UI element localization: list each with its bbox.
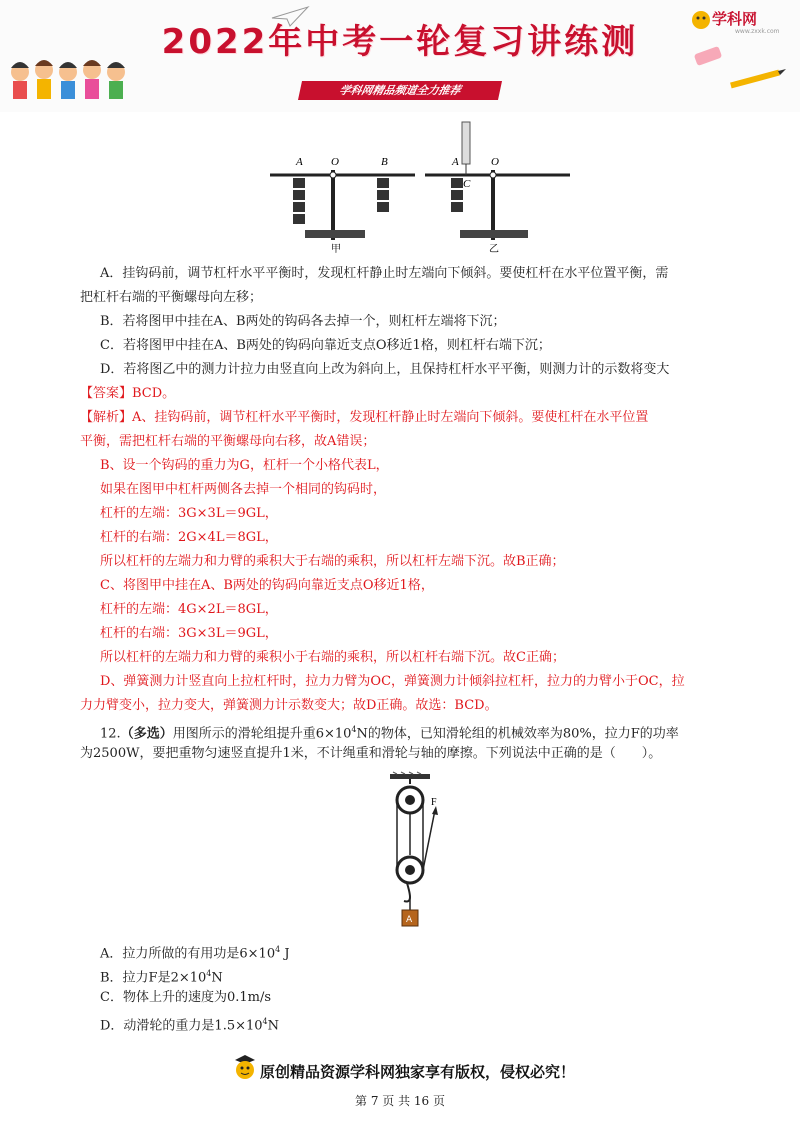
q12-option-b-text: B．拉力F是2×10 (100, 970, 207, 986)
q12-stem-line2: 为2500W，要把重物匀速竖直提升1米，不计绳重和滑轮与轴的摩擦。下列说法中正确的是（ ）。 (80, 746, 662, 761)
option-d: D．若将图乙中的测力计拉力由竖直向上改为斜向上，且保持杠杆水平平衡，则测力计的示数将变大 (100, 362, 670, 377)
q12-option-b-exp: 4 (206, 969, 212, 978)
analysis-line10: 杠杆的右端：3G×3L＝9GL， (100, 626, 278, 641)
label-yi: 乙 (489, 244, 499, 255)
q12-option-b (100, 964, 725, 988)
q12-option-a-text: A．拉力所做的有用功是6×10 (100, 946, 276, 962)
option-a-line2: 把杠杆右端的平衡螺母向左移； (80, 290, 263, 305)
q12-option-a (100, 940, 725, 964)
label-A: A (296, 156, 303, 168)
q12-number: 12. (100, 726, 121, 742)
q12-option-b-unit: N (211, 970, 223, 986)
analysis-line7: 所以杠杆的左端力和力臂的乘积大于右端的乘积，所以杠杆左端下沉。故B正确； (100, 554, 565, 569)
analysis-tag: 【解析】 (80, 410, 133, 425)
banner-title: 2022年中考一轮复习讲练测 (161, 22, 639, 62)
option-c: C．若将图甲中挂在A、B两处的钩码向靠近支点O移近1格，则杠杆右端下沉； (100, 338, 551, 353)
analysis-line5: 杠杆的左端：3G×3L＝9GL， (100, 506, 278, 521)
analysis-line9: 杠杆的左端：4G×2L＝8GL， (100, 602, 278, 617)
analysis-text1: A、挂钩码前，调节杠杆水平平衡时，发现杠杆静止时左端向下倾斜。要使杠杆在水平位置 (132, 410, 649, 425)
stationery-illustration (690, 38, 790, 98)
label-O: O (331, 156, 339, 168)
label-O2: O (491, 156, 499, 168)
page-number: 第 7 页 共 16 页 (355, 1094, 445, 1108)
analysis-line6: 杠杆的右端：2G×4L＝8GL， (100, 530, 278, 545)
lever-yi (425, 122, 570, 240)
answer-text: BCD。 (132, 386, 176, 401)
answer-tag: 【答案】 (80, 386, 133, 401)
label-F: F (431, 797, 437, 808)
analysis-line4: 如果在图甲中杠杆两侧各去掉一个相同的钩码时， (100, 482, 387, 497)
q12-stem-line1 (100, 720, 725, 744)
site-url: www.zxxk.com (735, 28, 780, 35)
analysis-line12: D、弹簧测力计竖直向上拉杠杆时，拉力力臂为OC，弹簧测力计倾斜拉杠杆，拉力的力臂小于OC，拉 (100, 674, 685, 689)
q12-stem1-exp: 4 (351, 725, 357, 734)
option-a-line1: A．挂钩码前，调节杠杆水平平衡时，发现杠杆静止时左端向下倾斜。要使杠杆在水平位置平衡，需 (100, 266, 669, 281)
lever-jia (270, 170, 415, 240)
q12-option-d-text: D．动滑轮的重力是1.5×10 (100, 1018, 263, 1034)
q12-stem1a: 用图所示的滑轮组提升重6×10 (172, 726, 352, 742)
analysis-line13: 力力臂变小，拉力变大，弹簧测力计示数变大；故D正确。故选：BCD。 (80, 698, 498, 713)
q12-option-a-unit: J (280, 946, 290, 962)
lever-figure (265, 118, 575, 258)
q12-option-d-unit: N (267, 1018, 280, 1034)
logo-mascot-icon (690, 8, 712, 30)
site-logo: 学科网 (712, 10, 758, 28)
analysis-line8: C、将图甲中挂在A、B两处的钩码向靠近支点O移近1格， (100, 578, 434, 593)
label-C: C (463, 178, 471, 190)
label-B: B (381, 156, 388, 168)
q12-option-a-exp: 4 (275, 945, 281, 954)
label-jia: 甲 (331, 244, 341, 255)
pulley-figure (385, 770, 455, 930)
analysis-line1 (80, 408, 705, 428)
label-block-A: A (406, 915, 413, 925)
answer-line (80, 384, 705, 404)
banner-subtitle: 学科网精品频道全力推荐 (298, 81, 502, 100)
q12-option-c: C．物体上升的速度为0.1m/s (100, 990, 271, 1005)
analysis-line11: 所以杠杆的左端力和力臂的乘积小于右端的乘积，所以杠杆右端下沉。故C正确； (100, 650, 565, 665)
mascot-icon (232, 1052, 258, 1082)
analysis-line2: 平衡，需把杠杆右端的平衡螺母向右移，故A错误； (80, 434, 376, 449)
option-b: B．若将图甲中挂在A、B两处的钩码各去掉一个，则杠杆左端将下沉； (100, 314, 506, 329)
copyright-notice: 原创精品资源学科网独家享有版权，侵权必究！ (260, 1063, 576, 1081)
analysis-line3: B、设一个钩码的重力为G，杠杆一个小格代表L， (100, 458, 389, 473)
q12-option-d-exp: 4 (262, 1017, 268, 1026)
q12-stem1b: N的物体，已知滑轮组的机械效率为80%，拉力F的功率 (356, 726, 679, 742)
q12-tag: （多选） (120, 726, 173, 742)
label-A2: A (452, 156, 459, 168)
q12-option-d (100, 1012, 725, 1036)
